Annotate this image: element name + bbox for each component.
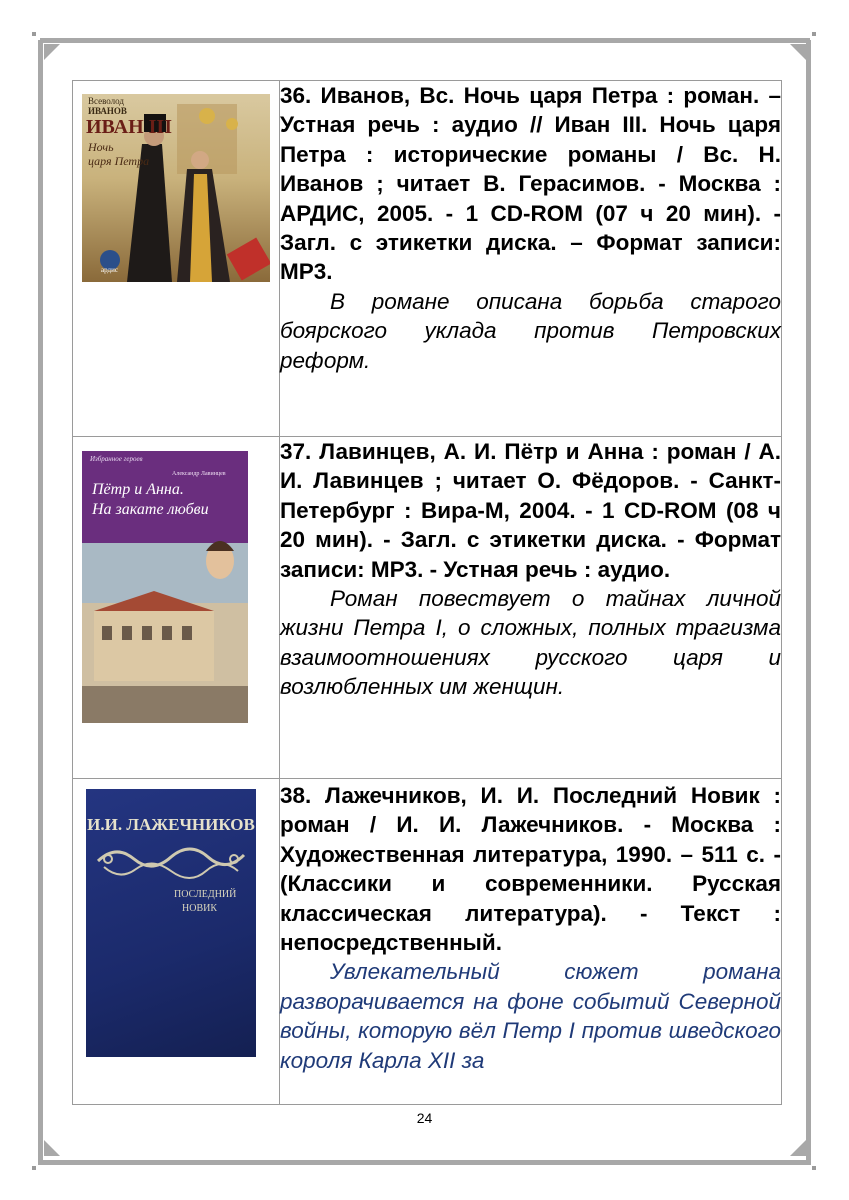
- text-cell: [280, 81, 782, 437]
- cover-title-line1: Пётр и Анна.: [92, 481, 184, 498]
- corner-dot: [812, 32, 816, 36]
- cover-image-ivanov: [82, 94, 270, 282]
- text-cell: [280, 779, 782, 1105]
- page-number: 24: [416, 1110, 433, 1126]
- cover-cell: [73, 437, 280, 779]
- cover-title-sub1: Ночь: [88, 140, 114, 154]
- corner-ornament: [44, 1140, 60, 1156]
- table-row: [73, 779, 782, 1105]
- bibliographic-entry: 36. Иванов, Вс. Ночь царя Петра : роман. – Устная речь : аудио // Иван III. Ночь царя Петра : исторические романы / Вс. Н. Иванов ; читает В. Герасимов. - Москва : АРДИС, 2005. - 1 CD-ROM (07 ч 20 мин). - Загл. с этикетки диска. – Формат записи: MP3.: [280, 83, 781, 285]
- cover-image-lazhechnikov: [86, 789, 256, 1057]
- cover-cell: [73, 81, 280, 437]
- bibliographic-entry: 38. Лажечников, И. И. Последний Новик : роман / И. И. Лажечников. - Москва : Художественная литература, 1990. – 511 с. - (Классики и современники. Русская классическая литература). - Текст : непосредственный.: [280, 783, 781, 956]
- table-row: [73, 81, 782, 437]
- frame-left: [38, 40, 43, 1165]
- text-cell: [280, 437, 782, 779]
- bibliographic-entry: 37. Лавинцев, А. И. Пётр и Анна : роман / А. И. Лавинцев ; читает О. Фёдоров. - Санкт-Петербург : Вира-М, 2004. - 1 CD-ROM (08 ч 20 мин). - Загл. с этикетки диска. - Формат записи: MP3. - Устная речь : аудио.: [280, 439, 781, 582]
- cover-author-last: ИВАНОВ: [88, 106, 127, 116]
- cover-author: Александр Лавинцев: [172, 471, 226, 477]
- cover-image-lavintsev: [82, 451, 248, 723]
- frame-right: [806, 40, 811, 1165]
- annotation: Роман повествует о тайнах личной жизни Петра I, о сложных, полных трагизма взаимоотношениях русского царя и возлюбленных им женщин.: [280, 586, 781, 700]
- cover-publisher-badge: ардис: [101, 266, 118, 274]
- annotation: Увлекательный сюжет романа разворачивается на фоне событий Северной войны, которую вёл Петр I против шведского короля Карла XII за: [280, 959, 781, 1073]
- frame-bottom: [40, 1160, 810, 1165]
- annotation: В романе описана борьба старого боярского уклада против Петровских реформ.: [280, 288, 781, 373]
- corner-ornament: [790, 44, 806, 60]
- corner-ornament: [44, 44, 60, 60]
- cover-cell: [73, 779, 280, 1105]
- cover-series: Избранное героев: [90, 455, 143, 463]
- cover-author: И.И. ЛАЖЕЧНИКОВ: [87, 815, 255, 834]
- table-row: [73, 437, 782, 779]
- corner-dot: [812, 1166, 816, 1170]
- cover-title-sub2: царя Петра: [88, 154, 150, 168]
- catalog-table: [72, 80, 782, 1105]
- cover-author-first: Всеволод: [88, 96, 124, 106]
- corner-ornament: [790, 1140, 806, 1156]
- cover-title-line2: НОВИК: [182, 903, 218, 914]
- frame-top: [40, 38, 810, 43]
- cover-title-line2: На закате любви: [92, 501, 209, 518]
- corner-dot: [32, 32, 36, 36]
- cover-title-line1: ПОСЛЕДНИЙ: [174, 889, 237, 900]
- cover-title-main: ИВАН III: [86, 116, 172, 138]
- corner-dot: [32, 1166, 36, 1170]
